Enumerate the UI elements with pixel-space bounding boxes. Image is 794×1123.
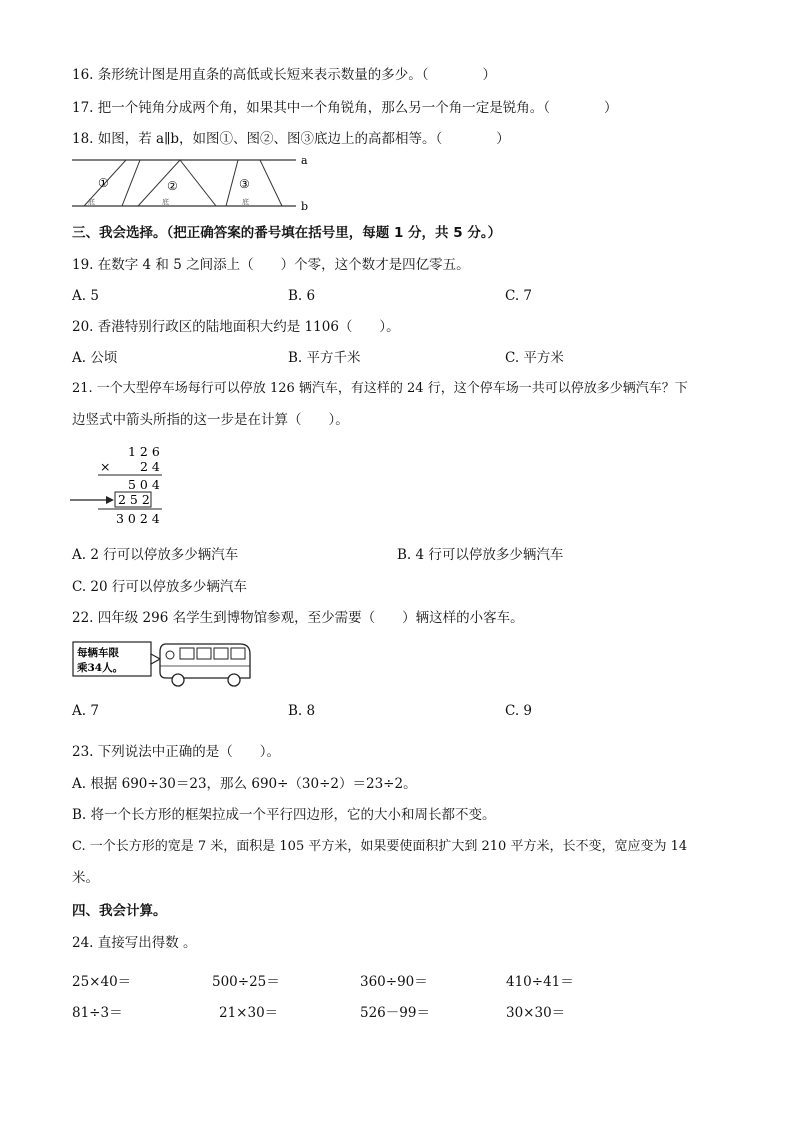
calc-row-partial-1: 5 0 4 [128, 477, 160, 492]
calc-item: 30×30＝ [506, 1005, 566, 1021]
calc-row-multiplicand: 1 2 6 [128, 444, 160, 459]
q23-option-b: B. 将一个长方形的框架拉成一个平行四边形，它的大小和周长都不变。 [72, 807, 496, 823]
calc-item: 21×30＝ [219, 1005, 279, 1021]
figure-2-label: ② [167, 179, 178, 193]
q21-option-a: A. 2 行可以停放多少辆汽车 [72, 547, 239, 563]
question-24: 24. 直接写出得数 。 [72, 935, 197, 951]
q20-option-b: B. 平方千米 [288, 350, 361, 366]
q19-option-c: C. 7 [505, 288, 533, 304]
section-3-heading: 三、我会选择。（把正确答案的番号填在括号里，每题 1 分，共 5 分。） [72, 225, 502, 241]
q22-option-a: A. 7 [72, 703, 99, 719]
q22-option-b: B. 8 [288, 703, 316, 719]
q19-option-b: B. 6 [288, 288, 316, 304]
question-17: 17. 把一个钝角分成两个角，如果其中一个角锐角，那么另一个角一定是锐角。（ ） [72, 100, 618, 116]
q23-option-c-continued: 米。 [72, 870, 99, 886]
calc-item: 500÷25＝ [212, 974, 280, 990]
figure-1-label: ① [98, 176, 109, 190]
parallel-lines-figure [70, 154, 310, 212]
question-22: 22. 四年级 296 名学生到博物馆参观，至少需要（ ）辆这样的小客车。 [72, 610, 524, 626]
sign-line-2: 乘34人。 [77, 662, 124, 674]
bus-illustration [72, 638, 254, 690]
sign-line-1: 每辆车限 [77, 647, 119, 659]
vertical-multiplication [70, 442, 180, 528]
q23-option-c: C. 一个长方形的宽是 7 米，面积是 105 平方米，如果要使面积扩大到 210 平方米，长不变，宽应变为 14 [72, 839, 688, 854]
calc-row-product: 3 0 2 4 [116, 511, 160, 526]
line-b-label: b [301, 200, 309, 212]
q23-option-a: A. 根据 690÷30＝23，那么 690÷（30÷2）＝23÷2。 [72, 776, 417, 792]
question-21-line-1: 21. 一个大型停车场每行可以停放 126 辆汽车，有这样的 24 行，这个停车场一共可以停放多少辆汽车？下 [72, 381, 688, 396]
base-label-3: 底 [242, 198, 249, 206]
question-18: 18. 如图，若 a∥b，如图①、图②、图③底边上的高都相等。（ ） [72, 131, 510, 147]
q21-option-b: B. 4 行可以停放多少辆汽车 [397, 547, 564, 563]
figure-3-label: ③ [239, 177, 250, 191]
question-19: 19. 在数字 4 和 5 之间添上（ ）个零，这个数才是四亿零五。 [72, 257, 470, 273]
section-4-heading: 四、我会计算。 [72, 903, 167, 919]
q19-option-a: A. 5 [72, 288, 99, 304]
calc-item: 81÷3＝ [72, 1005, 123, 1021]
base-label-2: 底 [162, 198, 169, 206]
calc-row-partial-2: 2 5 2 [118, 492, 150, 507]
q20-option-c: C. 平方米 [505, 350, 564, 366]
q22-option-c: C. 9 [505, 703, 533, 719]
calc-item: 410÷41＝ [506, 974, 574, 990]
q20-option-a: A. 公顷 [72, 350, 118, 366]
calc-row-multiplier: 2 4 [140, 459, 160, 474]
base-label-1: 底 [88, 198, 95, 206]
q21-option-c: C. 20 行可以停放多少辆汽车 [72, 579, 247, 595]
question-23: 23. 下列说法中正确的是（ ）。 [72, 744, 281, 760]
calc-item: 25×40＝ [72, 974, 132, 990]
calc-item: 526－99＝ [360, 1005, 430, 1021]
line-a-label: a [301, 154, 308, 167]
calc-item: 360÷90＝ [360, 974, 428, 990]
question-16: 16. 条形统计图是用直条的高低或长短来表示数量的多少。（ ） [72, 67, 497, 83]
question-20: 20. 香港特别行政区的陆地面积大约是 1106（ ）。 [72, 319, 400, 335]
question-21-line-2: 边竖式中箭头所指的这一步是在计算（ ）。 [72, 412, 349, 428]
multiply-sign: × [100, 459, 111, 474]
